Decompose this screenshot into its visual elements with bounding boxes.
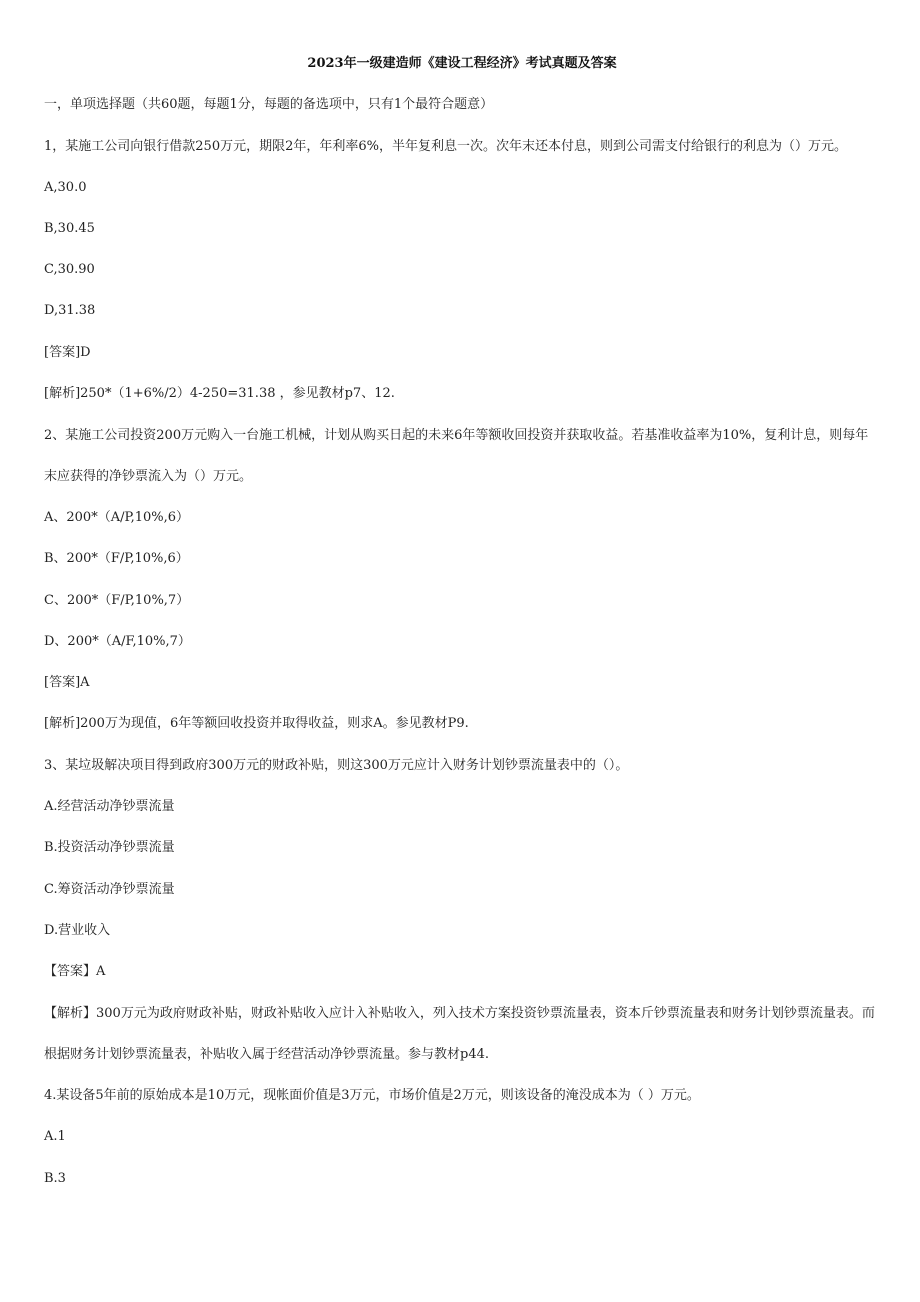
answer: 【答案】A <box>44 964 106 980</box>
answer: [答案]A <box>44 675 90 691</box>
analysis: [解析]250*（1+6%/2）4-250=31.38 ，参见教材p7、12. <box>44 386 395 402</box>
option-a: A、200*（A/P,10%,6） <box>44 509 190 525</box>
analysis: 【解析】300万元为政府财政补贴，财政补贴收入应计入补贴收入，列入技术方案投资钞票流量表，资本斤钞票流量表和财务计划钞票流量表。而根据财务计划钞票流量表，补贴收入属于经营活动净钞票流量。参与教材p44. <box>44 1005 875 1063</box>
option-a: A.经营活动净钞票流量 <box>44 799 175 815</box>
option-d: D.营业收入 <box>44 922 111 938</box>
document-page <box>44 54 880 1210</box>
option-b: B、200*（F/P,10%,6） <box>44 551 189 567</box>
option-a: A,30.0 <box>44 179 87 195</box>
option-c: C、200*（F/P,10%,7） <box>44 592 190 608</box>
option-b: B.3 <box>44 1170 66 1186</box>
question-stem: 1，某施工公司向银行借款250万元，期限2年，年利率6%，半年复利息一次。次年末还本付息，则到公司需支付给银行的利息为（）万元。 <box>44 138 847 154</box>
option-b: B,30.45 <box>44 220 95 236</box>
option-d: D,31.38 <box>44 303 96 319</box>
section-heading: 一，单项选择题（共60题，每题1分，每题的备选项中，只有1个最符合题意） <box>44 97 494 112</box>
document-title: 2023年一级建造师《建设工程经济》考试真题及答案 <box>307 56 617 71</box>
option-b: B.投资活动净钞票流量 <box>44 840 175 856</box>
question-stem: 3、某垃圾解决项目得到政府300万元的财政补贴，则这300万元应计入财务计划钞票流量表中的（）。 <box>44 757 629 773</box>
option-c: C.筹资活动净钞票流量 <box>44 881 175 897</box>
option-d: D、200*（A/F,10%,7） <box>44 633 191 649</box>
option-a: A.1 <box>44 1129 66 1145</box>
analysis: [解析]200万为现值，6年等额回收投资并取得收益，则求A。参见教材P9. <box>44 716 469 732</box>
question-stem: 2、某施工公司投资200万元购入一台施工机械，计划从购买日起的未来6年等额收回投资并获取收益。若基准收益率为10%，复利计息，则每年末应获得的净钞票流入为（）万元。 <box>44 427 869 485</box>
option-c: C,30.90 <box>44 262 95 278</box>
question-stem: 4.某设备5年前的原始成本是10万元，现帐面价值是3万元，市场价值是2万元，则该设备的淹没成本为（ ）万元。 <box>44 1088 700 1104</box>
answer: [答案]D <box>44 344 91 360</box>
